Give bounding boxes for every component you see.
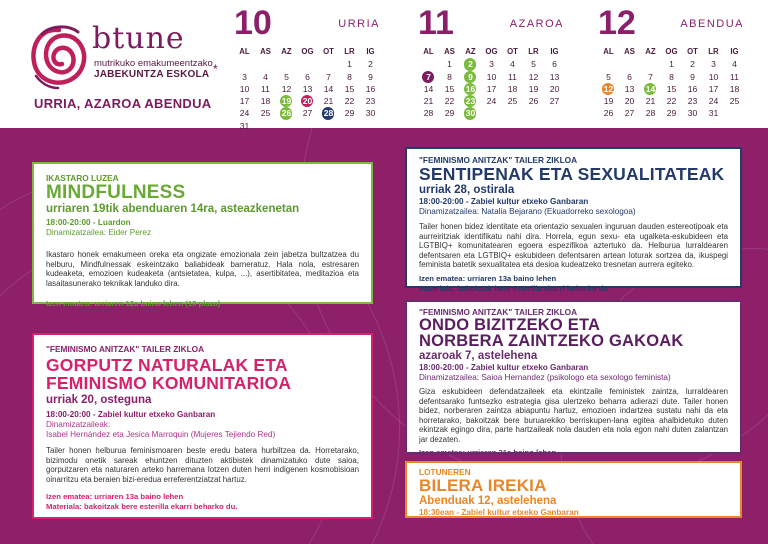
calendar-day: 22 bbox=[344, 96, 355, 107]
month-number: 10 bbox=[234, 4, 272, 42]
calendar-empty-cell bbox=[619, 58, 640, 70]
calendar-day: 3 bbox=[242, 71, 247, 82]
calendar-empty-cell bbox=[523, 107, 544, 119]
calendar-day: 24 bbox=[486, 96, 497, 107]
calendar-day-highlighted: 20 bbox=[297, 95, 318, 107]
calendar-empty-cell bbox=[255, 120, 276, 132]
calendar-day: 26 bbox=[528, 96, 539, 107]
calendar-day: 23 bbox=[365, 96, 376, 107]
event-date: urriaren 19tik abenduaren 14ra, asteazkenetan bbox=[46, 203, 300, 215]
event-registration: Izen ematea: urriaren 12a baino lehen (10 plaza) bbox=[46, 299, 221, 309]
logo-wordmark: btune bbox=[92, 21, 185, 56]
calendar-day: 30 bbox=[687, 108, 698, 119]
calendar-day: 26 bbox=[603, 108, 614, 119]
calendar-day: 4 bbox=[510, 59, 515, 70]
calendar-empty-cell bbox=[502, 107, 523, 119]
calendar-day: 7 bbox=[648, 71, 653, 82]
calendar-day: 18 bbox=[260, 96, 271, 107]
calendar-day: 2 bbox=[690, 59, 695, 70]
event-time: 18:00-20:00 - Zabiel kultur etxeko Ganbaran bbox=[46, 410, 216, 419]
month-grid bbox=[234, 46, 381, 132]
calendar-day: 22 bbox=[444, 96, 455, 107]
calendar-day-highlighted: 26 bbox=[276, 107, 297, 119]
calendar-day: 2 bbox=[368, 59, 373, 70]
calendar-day: 6 bbox=[552, 59, 557, 70]
calendar-day: 12 bbox=[281, 83, 292, 94]
calendar-day-highlighted: 12 bbox=[598, 83, 619, 95]
calendar-day-highlighted: 14 bbox=[640, 83, 661, 95]
weekday-header: LR bbox=[344, 47, 355, 56]
calendar-day: 8 bbox=[347, 71, 352, 82]
logo-subtitle: mutrikuko emakumeentzako bbox=[94, 58, 213, 69]
calendar-empty-cell bbox=[481, 107, 502, 119]
calendar-day: 11 bbox=[261, 83, 270, 94]
calendar-day: 18 bbox=[507, 83, 518, 94]
calendar-day: 5 bbox=[284, 71, 289, 82]
event-time: 18:00-20:00 - Zabiel kultur etxeko Ganbaran bbox=[419, 363, 589, 372]
calendar-day: 8 bbox=[447, 71, 452, 82]
calendar-day-highlighted: 2 bbox=[460, 58, 481, 70]
event-tag: LOTUNEREN bbox=[419, 467, 471, 477]
event-card-ondo-bizitzeko bbox=[405, 300, 742, 457]
event-materials: Materiala: bakoitzak bere esterilla ekarri beharko du. bbox=[419, 283, 611, 293]
logo-swirl-icon bbox=[28, 24, 90, 90]
event-time: 18:30ean - Zabiel kultur etxeko Ganbaran bbox=[419, 508, 579, 517]
event-description: Giza eskubideen defendatzaileek eta ekintzaile feministek zaintza, lurraldearen defentsarako funtsezko estrategia gisa ulertzeko beharra adierazi dute. Tailer honen bidez, norberaren zaintza abiapuntu hartuz, emozioen indartzea sustatu nahi da eta horretarako, bakoitzak bere buruarekiko berriskupen-lana egitea ahalbidetuko duten ekintzak egingo dira, parte hartzaileak nola dauden eta nola egon nahi duten zalantzan jar dezaten. bbox=[419, 387, 728, 444]
calendar-day-highlighted: 7 bbox=[418, 71, 439, 83]
calendar-day: 1 bbox=[347, 59, 352, 70]
logo-asterisk: * bbox=[213, 62, 218, 76]
weekday-header: AS bbox=[444, 47, 455, 56]
calendar-day: 9 bbox=[690, 71, 695, 82]
event-time: 18:00-20:00 - Zabiel kultur etxeko Ganbaran bbox=[419, 197, 589, 206]
calendar-day: 10 bbox=[708, 71, 719, 82]
calendar-day: 21 bbox=[323, 96, 334, 107]
calendar-day: 28 bbox=[423, 108, 434, 119]
weekday-header: OG bbox=[485, 47, 498, 56]
event-facilitator: Dinamizatzailea: Saioa Hernandez (psikologo eta sexologo feminista) bbox=[419, 373, 671, 382]
event-tag: "FEMINISMO ANITZAK" TAILER ZIKLOA bbox=[419, 155, 578, 165]
event-title-line-1: ONDO BIZITZEKO ETA bbox=[419, 316, 601, 334]
event-date: azaroak 7, astelehena bbox=[419, 350, 538, 362]
event-title-line-2: FEMINISMO KOMUNITARIOA bbox=[46, 373, 292, 393]
calendar-day: 27 bbox=[302, 108, 313, 119]
event-date: urriak 28, ostirala bbox=[419, 184, 515, 196]
header bbox=[0, 0, 768, 131]
calendar-day: 24 bbox=[708, 96, 719, 107]
calendar-day: 10 bbox=[486, 71, 497, 82]
calendar-empty-cell bbox=[418, 58, 439, 70]
weekday-header: OT bbox=[323, 47, 334, 56]
calendar-day: 27 bbox=[624, 108, 635, 119]
calendar-day: 25 bbox=[260, 108, 271, 119]
calendar-day: 6 bbox=[627, 71, 632, 82]
calendar-empty-cell bbox=[318, 120, 339, 132]
event-title: MINDFULNESS bbox=[46, 182, 186, 203]
calendar-empty-cell bbox=[544, 107, 565, 119]
calendar-day: 30 bbox=[365, 108, 376, 119]
calendar-day: 17 bbox=[239, 96, 250, 107]
event-title-line-2: NORBERA ZAINTZEKO GAKOAK bbox=[419, 332, 684, 350]
calendar-day-highlighted: 28 bbox=[318, 107, 339, 119]
event-description: Tailer honen bidez identitate eta orientazio sexualen inguruan dauden estereotipoak eta aurreiritziak identifikatu nahi dira. Horrela, egun sexu- eta ugalketa-eskubideen eta LGTBIQ+ komunitatearen egoera espezifikoa aztertuko da. Helburua lurraldearen defentsaren eta LGTBIQ+ eskubideen defentsaren artean loturak sortzea da, ikuspegi feminista batetik sexualitatea eta desioa kudeatzeko tresnetan aurrera egiteko. bbox=[419, 222, 728, 270]
calendar-day: 14 bbox=[423, 83, 434, 94]
event-description: Ikastaro honek emakumeen oreka eta ongizate emozionala zein jabetza bultzatzea du helburu, Mindfulnessak eskeintzako baliabideak barneratuz. Hala nola, estresaren kudeaketa, emozioen kudeaketa (antsietatea, kulpa, ...), asertibitatea, meditazioa eta lasaitasunerako teknikak landuko dira. bbox=[46, 250, 359, 288]
logo-school-name: JABEKUNTZA ESKOLA bbox=[94, 69, 210, 80]
calendar-day: 13 bbox=[624, 83, 635, 94]
calendar-day: 16 bbox=[365, 83, 376, 94]
weekday-header: LR bbox=[528, 47, 539, 56]
calendar-day: 25 bbox=[507, 96, 518, 107]
calendar-day: 17 bbox=[708, 83, 719, 94]
weekday-header: OG bbox=[665, 47, 678, 56]
weekday-header: AZ bbox=[281, 47, 292, 56]
event-facilitator: Dinamizatzailea: Natalia Bejarano (Ekuadorreko sexologoa) bbox=[419, 207, 636, 216]
weekday-header: AS bbox=[624, 47, 635, 56]
calendar-day: 16 bbox=[687, 83, 698, 94]
event-tag: "FEMINISMO ANITZAK" TAILER ZIKLOA bbox=[46, 344, 205, 354]
calendar-day: 29 bbox=[444, 108, 455, 119]
event-title: SENTIPENAK ETA SEXUALITATEAK bbox=[419, 164, 725, 184]
event-facilitator: Isabel Hernández eta Jesica Marroquin (Mujeres Tejiendo Red) bbox=[46, 430, 276, 439]
event-facilitator: Dinamizatzailea: Eider Perez bbox=[46, 228, 152, 237]
calendar-day: 13 bbox=[302, 83, 313, 94]
calendar-day: 11 bbox=[730, 71, 739, 82]
calendar-empty-cell bbox=[276, 58, 297, 70]
calendar-empty-cell bbox=[297, 120, 318, 132]
calendar-day: 25 bbox=[729, 96, 740, 107]
event-card-bilera-irekia bbox=[405, 461, 742, 518]
weekday-header: AZ bbox=[465, 47, 476, 56]
calendar-day-highlighted: 23 bbox=[460, 95, 481, 107]
month-number: 11 bbox=[418, 4, 454, 42]
calendar-day: 5 bbox=[606, 71, 611, 82]
calendar-day: 3 bbox=[711, 59, 716, 70]
weekday-header: IG bbox=[730, 47, 739, 56]
month-name: ABENDUA bbox=[680, 18, 744, 30]
event-tag: IKASTARO LUZEA bbox=[46, 173, 119, 183]
calendar-empty-cell bbox=[234, 58, 255, 70]
calendar-day: 28 bbox=[645, 108, 656, 119]
weekday-header: OT bbox=[687, 47, 698, 56]
event-date: Abenduak 12, astelehena bbox=[419, 495, 557, 507]
calendar-day: 17 bbox=[486, 83, 497, 94]
calendar-day: 1 bbox=[669, 59, 674, 70]
event-materials: Materiala: bakoitzak bere esterilla ekarri beharko du. bbox=[46, 502, 238, 512]
weekday-header: AS bbox=[260, 47, 271, 56]
calendar-day: 15 bbox=[444, 83, 455, 94]
month-name: URRIA bbox=[338, 18, 380, 30]
weekday-header: AZ bbox=[645, 47, 656, 56]
calendar-day: 15 bbox=[344, 83, 355, 94]
calendar-day: 18 bbox=[729, 83, 740, 94]
calendar-empty-cell bbox=[255, 58, 276, 70]
calendar-day: 27 bbox=[549, 96, 560, 107]
calendar-empty-cell bbox=[724, 107, 745, 119]
calendar-day-highlighted: 30 bbox=[460, 107, 481, 119]
event-date: urriak 20, osteguna bbox=[46, 394, 152, 406]
event-tag: "FEMINISMO ANITZAK" TAILER ZIKLOA bbox=[419, 307, 578, 317]
weekday-header: LR bbox=[708, 47, 719, 56]
calendar-day: 7 bbox=[326, 71, 331, 82]
calendar-day: 3 bbox=[489, 59, 494, 70]
month-number: 12 bbox=[598, 4, 636, 42]
event-title-line-1: GORPUTZ NATURALAK ETA bbox=[46, 355, 288, 375]
weekday-header: AL bbox=[603, 47, 614, 56]
calendar-day: 1 bbox=[447, 59, 452, 70]
calendar-day: 6 bbox=[305, 71, 310, 82]
weekday-header: IG bbox=[550, 47, 559, 56]
event-registration: Izen ematea: urriaren 13a baino lehen bbox=[419, 273, 557, 283]
calendar-day: 12 bbox=[528, 71, 539, 82]
weekday-header: OG bbox=[301, 47, 314, 56]
calendar-day: 22 bbox=[666, 96, 677, 107]
calendar-day: 15 bbox=[666, 83, 677, 94]
weekday-header: AL bbox=[423, 47, 434, 56]
calendar-empty-cell bbox=[276, 120, 297, 132]
event-card-mindfulness bbox=[32, 162, 373, 309]
calendar-day: 21 bbox=[423, 96, 434, 107]
calendar-day: 4 bbox=[732, 59, 737, 70]
calendar-day: 20 bbox=[549, 83, 560, 94]
calendar-day: 8 bbox=[669, 71, 674, 82]
calendar-day: 19 bbox=[528, 83, 539, 94]
calendar-day: 21 bbox=[645, 96, 656, 107]
event-registration: Izen ematea: urriaren 31a baino lehen bbox=[419, 447, 557, 457]
month-grid bbox=[598, 46, 745, 120]
calendar-empty-cell bbox=[297, 58, 318, 70]
weekday-header: IG bbox=[366, 47, 375, 56]
calendar-day-highlighted: 19 bbox=[276, 95, 297, 107]
calendar-day: 19 bbox=[603, 96, 614, 107]
month-name: AZAROA bbox=[509, 18, 564, 30]
calendar-day: 4 bbox=[263, 71, 268, 82]
event-description: Tailer honen helburua feminismoaren beste eredu batera hurbiltzea da. Horretarako, bizimodu onetik sareak ehuntzen dituzten aktibistek dinamizatuko dute saioa, gorputzaren eta naturaren arteko harremana lotzen duten herri indigenen kosmobisioan oinarritzu eta beraien bizi-eredua erreferentziatzat hartuz. bbox=[46, 446, 359, 484]
event-facilitator-label: Dinamizatzaileak: bbox=[46, 420, 111, 429]
period-title: URRIA, AZAROA ABENDUA bbox=[34, 96, 212, 111]
calendar-empty-cell bbox=[360, 120, 381, 132]
calendar-day: 5 bbox=[531, 59, 536, 70]
calendar-day: 20 bbox=[624, 96, 635, 107]
calendar-day: 24 bbox=[239, 108, 250, 119]
calendar-day: 29 bbox=[666, 108, 677, 119]
weekday-header: AL bbox=[239, 47, 250, 56]
calendar-day: 31 bbox=[708, 108, 719, 119]
calendar-day: 9 bbox=[368, 71, 373, 82]
calendar-day-highlighted: 16 bbox=[460, 83, 481, 95]
event-card-sentipenak bbox=[405, 147, 742, 293]
calendar-day: 10 bbox=[239, 83, 250, 94]
event-time: 18:00-20:00 - Luardon bbox=[46, 218, 131, 227]
weekday-header: OT bbox=[507, 47, 518, 56]
calendar-empty-cell bbox=[318, 58, 339, 70]
event-card-gorputz bbox=[32, 333, 373, 519]
calendar-day: 23 bbox=[687, 96, 698, 107]
calendar-day-highlighted: 9 bbox=[460, 71, 481, 83]
event-title: BILERA IREKIA bbox=[419, 476, 547, 495]
event-registration: Izen ematea: urriaren 13a baino lehen bbox=[46, 492, 184, 502]
month-grid bbox=[418, 46, 565, 120]
calendar-day: 14 bbox=[323, 83, 334, 94]
calendar-day: 11 bbox=[508, 71, 517, 82]
calendar-empty-cell bbox=[598, 58, 619, 70]
calendar-empty-cell bbox=[640, 58, 661, 70]
calendar-day: 29 bbox=[344, 108, 355, 119]
calendar-day: 31 bbox=[239, 120, 250, 131]
calendar-day: 13 bbox=[549, 71, 560, 82]
calendar-empty-cell bbox=[339, 120, 360, 132]
